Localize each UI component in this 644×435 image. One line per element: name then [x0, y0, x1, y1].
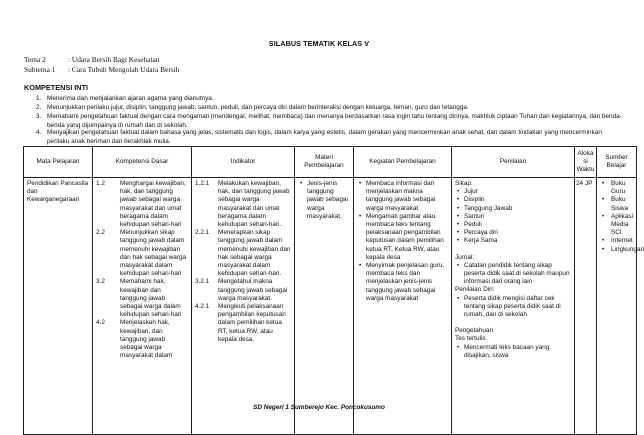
header-materi: Materi Pembelajaran [295, 147, 354, 178]
page-footer: SD Negeri 1 Sumberejo Kec. Poncokusumo [253, 404, 385, 411]
table-row [24, 178, 637, 435]
jurnal-item: • Catatan pendidik tentang sikap peserta didik saat di sekolah maupun informasi dari orang lain [464, 262, 571, 287]
meta-tema-label: Tema 2 [24, 55, 46, 64]
meta-tema-value: : Udara Bersih Bagi Kesehatan [68, 55, 160, 64]
indikator-text: Menerapkan sikap tanggung jawab dalam memenuhi kewajiban dan hak sebagai warga masyarakat dalam kehidupan sehari-hari. [218, 229, 291, 278]
kd-item [96, 180, 188, 229]
silabus-table [23, 146, 644, 435]
sumber-item: • Lingkungan [611, 246, 633, 254]
kompetensi-number: 1. [36, 95, 42, 102]
kd-number: 2.2 [96, 229, 105, 237]
penilaian-tes-label: Tes tertulis [455, 335, 486, 343]
meta-subtema-label: Subtema 1 [24, 65, 56, 74]
kd-item [96, 319, 188, 360]
sumber-item: • Buku Siswa [611, 196, 633, 212]
indikator-number: 4.2.1 [195, 303, 210, 311]
meta-subtema-value: : Cara Tubuh Mengolah Udara Bersih [68, 65, 180, 74]
sikap-item: • Disiplin [464, 196, 571, 204]
sumber-item: • Aplikasi Media SCI [611, 213, 633, 238]
indikator-number: 1.2.1 [195, 180, 210, 187]
kegiatan-item: • Membaca informasi dan menjelaskan makna tanggung jawab sebagai warga masyarakat [366, 180, 448, 213]
mata-pelajaran-text: Pendidikan Pancasila dan Kewarganegaraan [27, 180, 89, 204]
tes-item: • Mencermati teks bacaan yang disajikan, siswa [464, 344, 571, 360]
indikator-item [195, 278, 291, 303]
indikator-item [195, 303, 291, 344]
header-kegiatan: Kegiatan Pembelajaran [354, 147, 452, 178]
sikap-item: • Kerja Sama [464, 237, 571, 245]
sikap-item: • Santun [464, 213, 571, 221]
table-header-row [24, 147, 637, 178]
sikap-item: • Percaya diri [464, 229, 571, 237]
sikap-item: • Jujur [464, 188, 571, 196]
cell-kegiatan [354, 178, 452, 435]
penilaian-diri-label: Penilaian Diri: [455, 286, 495, 294]
kd-number: 4.2 [96, 319, 105, 327]
cell-indikator [192, 178, 295, 435]
header-penilaian: Penilaian [452, 147, 575, 178]
kd-number: 1.2 [96, 180, 105, 187]
diri-item: • Peserta didik mengisi daftar cek tentang sikap peserta didik saat di rumah, dan di sekolah [464, 295, 571, 320]
kompetensi-item-4 [36, 128, 626, 147]
sikap-item: • Peduli [464, 221, 571, 229]
cell-materi [295, 178, 354, 435]
kegiatan-item: • Menyimak penjelasan guru, membaca teks dan menjelaskan jenis-jenis tanggung jawab sebagai warga masyarakat [366, 262, 448, 303]
sumber-item: • Buku Guru [611, 180, 633, 196]
kd-number: 3.2 [96, 278, 105, 286]
header-kompetensi-dasar: Kompetensi Dasar [93, 147, 192, 178]
kd-item [96, 229, 188, 278]
meta-tema [24, 55, 160, 64]
kompetensi-number: 2. [36, 104, 42, 111]
meta-subtema [24, 65, 179, 74]
cell-sumber [597, 178, 644, 435]
kompetensi-item-1 [36, 94, 626, 103]
indikator-number: 3.2.1 [195, 278, 210, 286]
penilaian-jurnal-label: Jurnal: [455, 253, 475, 261]
kompetensi-text: Menunjukkan perilaku jujur, disiplin, tanggung jawab, santun, peduli, dan percaya diri dalam berinteraksi dengan keluarga, teman, guru dan tetangga. [47, 104, 469, 111]
kd-item [96, 278, 188, 319]
cell-mata-pelajaran [24, 178, 93, 435]
kd-text: Memahami hak, kewajiban dan tanggung jawab sebagai warga dalam kehidupan sehari-hari [120, 278, 182, 319]
indikator-text: Melakukan kewajiban, hak, dan tanggung jawab sebagai warga masyarakat dan umat beragama dalam kehidupan sehari-hari. [218, 180, 290, 229]
kegiatan-item: • Mengamati gambar atau membaca teks tentang pelaksanaan pengambilan keputusan dalam pemilihan ketua RT, Ketua RW, atau kepala desa [366, 213, 448, 262]
cell-penilaian [452, 178, 575, 435]
indikator-item [195, 180, 291, 229]
header-sumber: Sumber Belajar [597, 147, 637, 178]
kompetensi-heading: KOMPETENSI INTI [24, 83, 89, 92]
kompetensi-number: 4. [36, 129, 42, 136]
kompetensi-text: Memahami pengetahuan faktual dengan cara mengamati (mendengar, melihat, membaca) dan menanya berdasarkan rasa ingin tahu tentang dirinya, makhluk ciptaan Tuhan dan kegiatannya, dan benda-benda yang dijumpainya di rumah dan di sekolah. [47, 113, 622, 130]
indikator-text: Mengikuti pelaksanaan pengambilan keputusan dalam pemilihan ketua RT, ketua RW, atau kepala desa. [218, 303, 286, 343]
kd-text: Menghargai kewajiban, hak, dan tanggung jawab sebagai warga masyarakat dan umat beragama dalam kehidupan sehari-hari [120, 180, 186, 229]
kompetensi-text: Menyajikan pengetahuan faktual dalam bahasa yang jelas, sistematis dan logis, dalam karya yang estetis, dalam gerakan yang mencerminkan anak sehat, dan dalam tindakan yang mencerminkan perilaku anak beriman dan berakhlak mulia. [47, 129, 602, 146]
indikator-item [195, 229, 291, 278]
kompetensi-item-2 [36, 103, 626, 112]
document-title: SILABUS TEMATIK KELAS V [268, 39, 370, 48]
sikap-item: • Tanggung Jawab [464, 205, 571, 213]
indikator-number: 2.2.1 [195, 229, 210, 237]
penilaian-sikap-label: Sikap: [455, 180, 473, 187]
kompetensi-number: 3. [36, 113, 42, 120]
kd-text: Menunjukkan sikap tanggung jawab dalam memenuhi kewajiban dan hak sebagai warga masyarakat dalam kehidupan sehari-hari [120, 229, 187, 278]
kd-text: Menjelaskan hak, kewajiban, dan tanggung jawab sebagai warga masyarakat dalam [120, 319, 173, 360]
penilaian-pengetahuan-label: Pengetahuan [455, 327, 494, 335]
materi-item: • Jenis-jenis tanggung jawab sebagai warga masyarakat. [307, 180, 350, 221]
indikator-text: Mengetahui makna tanggung jawab sebagai warga masyarakat. [218, 278, 288, 302]
header-indikator: Indikator [192, 147, 295, 178]
cell-alokasi [575, 178, 597, 435]
kompetensi-text: Menerima dan menjalankan ajaran agama yang dianutnya. [47, 95, 214, 102]
cell-kompetensi-dasar [93, 178, 192, 435]
sumber-item: • Internet [611, 237, 633, 245]
header-mata-pelajaran: Mata Pelajaran [24, 147, 93, 178]
alokasi-text: 24 JP [576, 180, 593, 187]
header-alokasi: Aloka si Waktu [575, 147, 597, 178]
